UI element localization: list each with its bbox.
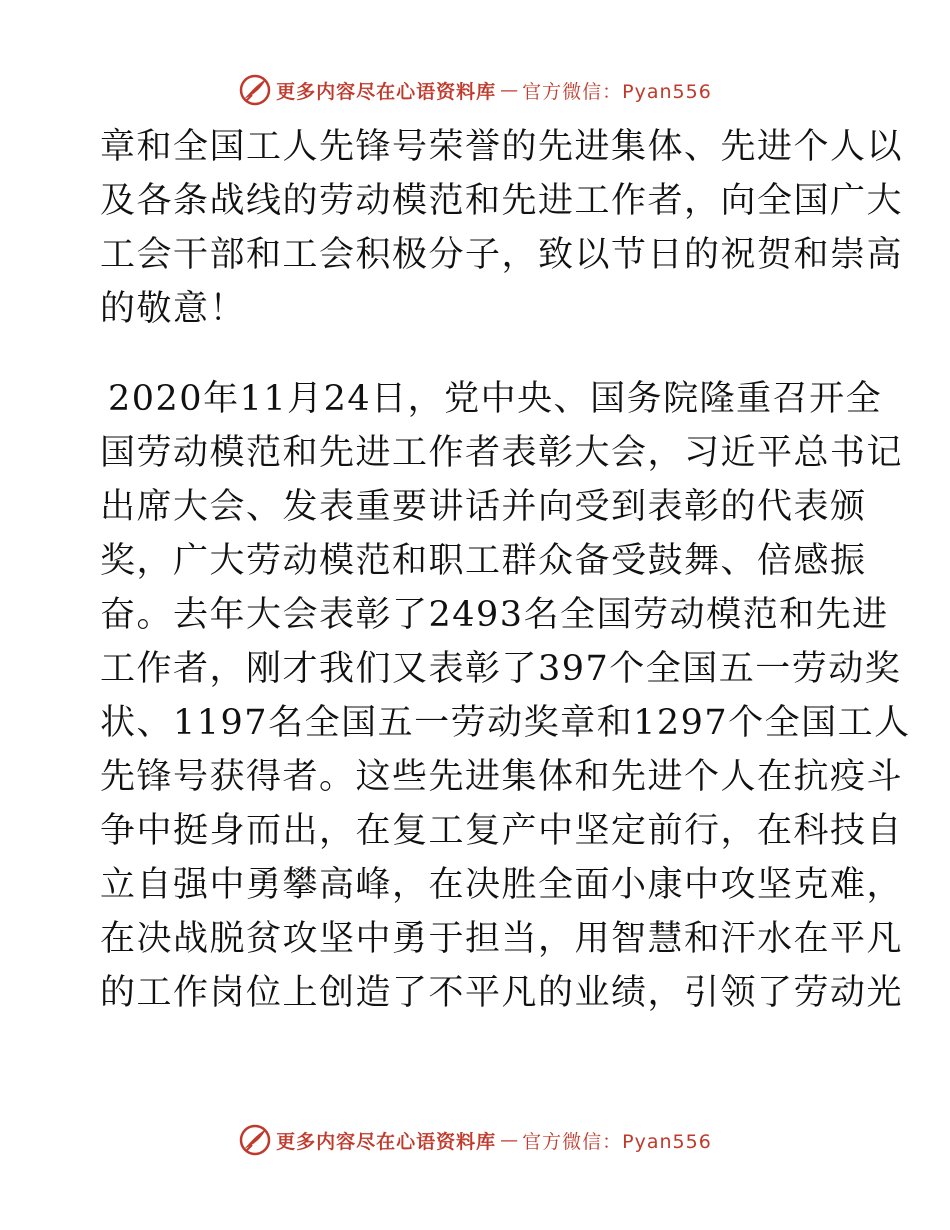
text-line: 奖，广大劳动模范和职工群众备受鼓舞、倍感振 xyxy=(100,541,867,581)
page-header xyxy=(0,70,950,110)
text-line: 及各条战线的劳动模范和先进工作者，向全国广大 xyxy=(100,181,904,221)
text-line: 国劳动模范和先进工作者表彰大会，习近平总书记 xyxy=(100,433,904,473)
text-line: 章和全国工人先锋号荣誉的先进集体、先进个人以 xyxy=(100,127,904,167)
header-banner xyxy=(238,73,712,107)
text-line: 工会干部和工会积极分子，致以节日的祝贺和崇高 xyxy=(100,235,904,275)
paragraph xyxy=(100,120,904,336)
banner-dash: — xyxy=(500,79,519,101)
text-line: 状、1197名全国五一劳动奖章和1297个全国工人 xyxy=(100,703,911,743)
text-line: 出席大会、发表重要讲话并向受到表彰的代表颁 xyxy=(100,487,867,527)
quill-logo-icon xyxy=(238,73,272,107)
banner-wechat: 官方微信：Pyan556 xyxy=(522,1130,712,1153)
document-body xyxy=(100,120,911,1020)
quill-logo-icon xyxy=(238,1123,272,1157)
footer-banner xyxy=(238,1123,712,1157)
text-line: 2020年11月24日，党中央、国务院隆重召开全 xyxy=(108,379,883,419)
text-line: 的工作岗位上创造了不平凡的业绩，引领了劳动光 xyxy=(100,973,904,1013)
text-line: 在决战脱贫攻坚中勇于担当，用智慧和汗水在平凡 xyxy=(100,919,904,959)
banner-wechat: 官方微信：Pyan556 xyxy=(522,80,712,103)
paragraph xyxy=(100,372,911,1020)
page-footer xyxy=(0,1120,950,1160)
banner-text: 更多内容尽在心语资料库 xyxy=(276,1130,497,1153)
banner-text: 更多内容尽在心语资料库 xyxy=(276,80,497,103)
banner-dash: — xyxy=(500,1129,519,1151)
text-line: 奋。去年大会表彰了2493名全国劳动模范和先进 xyxy=(100,595,889,635)
text-line: 的敬意！ xyxy=(100,289,247,329)
text-line: 争中挺身而出，在复工复产中坚定前行，在科技自 xyxy=(100,811,904,851)
text-line: 工作者，刚才我们又表彰了397个全国五一劳动奖 xyxy=(100,649,902,689)
text-line: 先锋号获得者。这些先进集体和先进个人在抗疫斗 xyxy=(100,757,904,797)
text-line: 立自强中勇攀高峰，在决胜全面小康中攻坚克难， xyxy=(100,865,904,905)
